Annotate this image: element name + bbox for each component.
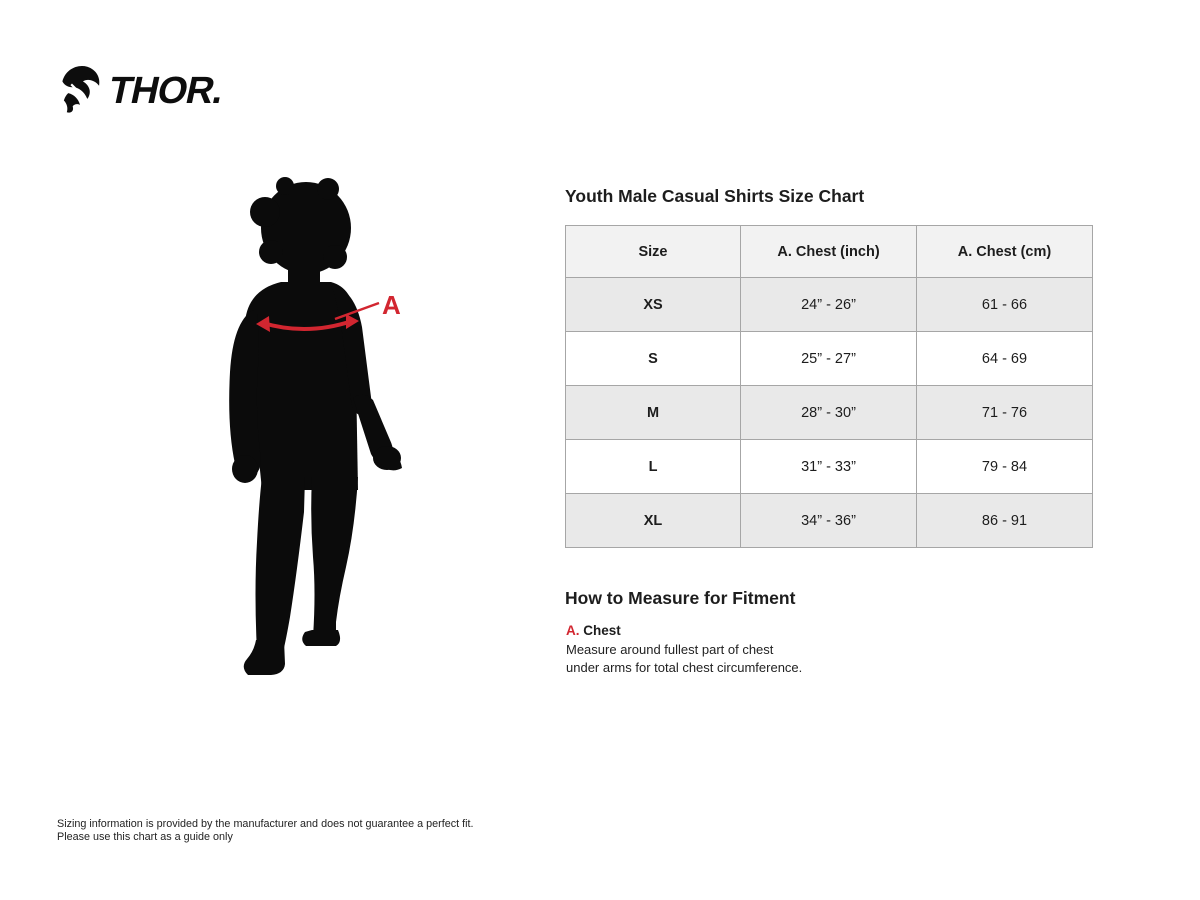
column-header-chest-inch: A. Chest (inch) (741, 226, 917, 278)
disclaimer-line-2: Please use this chart as a guide only (57, 830, 233, 843)
size-cell: XS (566, 278, 741, 332)
ram-head-icon (58, 58, 102, 118)
chest-cm-cell: 86 - 91 (917, 494, 1093, 548)
column-header-chest-cm: A. Chest (cm) (917, 226, 1093, 278)
chest-cm-cell: 61 - 66 (917, 278, 1093, 332)
measure-item-name: Chest (583, 623, 621, 638)
chest-inch-cell: 34” - 36” (741, 494, 917, 548)
size-chart-title: Youth Male Casual Shirts Size Chart (565, 186, 865, 206)
table-row-s (566, 332, 1093, 386)
size-cell: S (566, 332, 741, 386)
column-header-size: Size (566, 226, 741, 278)
table-row-xl (566, 494, 1093, 548)
size-chart-table (565, 225, 1093, 548)
measure-item-label (566, 623, 621, 638)
measure-item-description: Measure around fullest part of chest under arms for total chest circumference. (566, 642, 803, 675)
measure-item-key: A. (566, 623, 580, 638)
size-cell: L (566, 440, 741, 494)
table-row-xs (566, 278, 1093, 332)
chest-cm-cell: 64 - 69 (917, 332, 1093, 386)
thor-logo (58, 58, 228, 118)
table-row-m (566, 386, 1093, 440)
thor-wordmark: THOR. (104, 70, 228, 112)
disclaimer-line-1: Sizing information is provided by the manufacturer and does not guarantee a perfect fit. (57, 818, 474, 830)
measure-guide-heading: How to Measure for Fitment (565, 588, 796, 608)
chest-inch-cell: 25” - 27” (741, 332, 917, 386)
chest-cm-cell: 71 - 76 (917, 386, 1093, 440)
child-silhouette (229, 177, 402, 675)
chest-inch-cell: 24” - 26” (741, 278, 917, 332)
size-cell: XL (566, 494, 741, 548)
child-silhouette-figure (185, 172, 435, 717)
measure-label-a: A (382, 290, 401, 320)
size-cell: M (566, 386, 741, 440)
disclaimer (57, 818, 474, 844)
table-row-l (566, 440, 1093, 494)
table-header-row (566, 226, 1093, 278)
chest-inch-cell: 28” - 30” (741, 386, 917, 440)
chest-cm-cell: 79 - 84 (917, 440, 1093, 494)
chest-inch-cell: 31” - 33” (741, 440, 917, 494)
